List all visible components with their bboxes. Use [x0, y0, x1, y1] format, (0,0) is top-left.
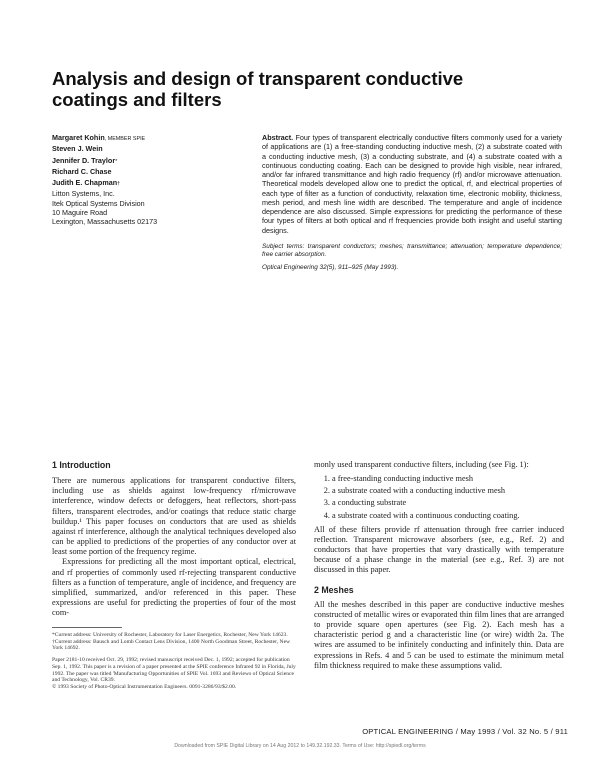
subject-terms: Subject terms: transparent conductors; meshes; transmittance; attenuation; temperature dependence; free carrier absorption.	[262, 242, 562, 259]
footnote: †Current address: Bausch and Lomb Contact Lens Division, 1400 North Goodman Street, Rochester, New York 14692.	[52, 638, 291, 652]
footnotes	[52, 632, 296, 691]
list-item: 1. a free-standing conducting inductive mesh	[332, 474, 564, 484]
intro-paragraph: Expressions for predicting all the most important optical, electrical, and rf properties of commonly used rf-rejecting transparent conductive filters as a function of temperature, angle of incidence, and frequency are simplified, summarized, and/or referenced in this paper. These expressions are useful for predicting the properties of four of the most com-	[52, 557, 296, 618]
intro-paragraph: There are numerous applications for transparent conductive filters, including use as shields against low-frequency rf/microwave interference, window defects or defoggers, heat reflectors, short-pass filters, transparent electrodes, and/or coatings that reduce static charge buildup.¹ This paper focuses on conductors that are used as shields against rf interference, although the analytical techniques developed also can be applied to predictions of the properties of any conductor over at least some portion of the frequency regime.	[52, 476, 296, 557]
abstract	[262, 133, 562, 272]
author: Richard C. Chase	[52, 166, 112, 176]
author: Jennifer D. Traylor*	[52, 155, 118, 165]
body-paragraph: All the meshes described in this paper are conductive inductive meshes constructed of metallic wires or evaporated thin film lines that are arranged to provide square open apertures (see Fig. 2). Each mesh has a characteristic period g and a characteristic line (or wire) width 2a. The wires are assumed to be infinitely conducting and infinitely thin. Data are expressions in Refs. 4 and 5 can be used to estimate the minimum metal film thickness required to make these assumptions valid.	[314, 599, 564, 670]
abstract-text: Four types of transparent electrically conductive filters commonly used for a variety of applications are (1) a free-standing conducting inductive mesh, (2) a substrate coated with a conducting inductive mesh, (3) a conducting substrate, and (4) a substrate coated with a continuous conducting coating. Each can be designed to provide high visible, near infrared, and/or far infrared transmittance and high radio frequency (rf) and/or microwave attenuation. Theoretical models developed allow one to predict the optical, rf, and electrical properties of each type of filter as a function of conductivity, relaxation time, electronic mobility, thickness, mesh period, and mesh line width are described. The temperature and angle of incidence dependence are also discussed. Simple expressions for predicting the performance of these four types of filters at both optical and rf frequencies provide both insight and useful starting designs.	[262, 133, 562, 235]
footnote: © 1993 Society of Photo-Optical Instrumentation Engineers. 0091-3286/93/$2.00.	[52, 683, 237, 690]
body-paragraph: All of these filters provide rf attenuation through free carrier induced reflection. Transparent microwave absorbers (see, e.g., Ref. 2) and conductors that have properties that vary drastically with temperature because of a phase change in the material (see e.g., Ref. 3) are not discussed in this paper.	[314, 524, 564, 575]
download-notice: Downloaded from SPIE Digital Library on 14 Aug 2012 to 149.32.192.33. Terms of Use: http://spiedl.org/terms	[174, 743, 426, 749]
filter-type-list	[314, 474, 564, 521]
right-column	[314, 460, 564, 671]
list-item: 4. a substrate coated with a continuous conducting coating.	[332, 511, 564, 521]
section-heading-introduction: 1 Introduction	[52, 460, 111, 470]
body-paragraph: monly used transparent conductive filters, including (see Fig. 1):	[314, 460, 529, 469]
author: Steven J. Wein	[52, 144, 103, 154]
citation: Optical Engineering 32(5), 911–925 (May 1993).	[262, 263, 399, 271]
journal-footer: OPTICAL ENGINEERING / May 1993 / Vol. 32 No. 5 / 911	[362, 727, 568, 736]
footnote-rule	[52, 627, 122, 628]
affiliation: Litton Systems, Inc. Itek Optical Systems Division 10 Maguire Road Lexington, Massachusetts 02173	[52, 189, 158, 227]
author: Judith E. Chapman†	[52, 178, 121, 188]
author-block	[52, 133, 252, 227]
abstract-label: Abstract.	[262, 133, 294, 142]
author-list	[52, 133, 252, 189]
list-item: 3. a conducting substrate	[332, 498, 564, 508]
section-heading-meshes: 2 Meshes	[314, 584, 354, 595]
list-item: 2. a substrate coated with a conducting inductive mesh	[332, 486, 564, 496]
paper-title: Analysis and design of transparent conductive coatings and filters	[52, 68, 464, 110]
footnote: Paper 2181-10 received Oct. 29, 1992; revised manuscript received Dec. 1, 1992; accepted for publication Sep. 1, 1992. This paper is a revision of a paper presented at the SPIE conference Infrared 92 in Florida, July 1992. The paper was titled 'Manufacturing Opportunities of SPIE Vol. 1693 and Reviews of Optical Science and Technology, Vol. CR39.	[52, 657, 296, 684]
author: Margaret Kohin, MEMBER SPIE	[52, 133, 146, 142]
left-column	[52, 460, 296, 618]
footnote: *Current address: University of Rochester, Laboratory for Laser Energetics, Rochester, New York 14623.	[52, 632, 288, 638]
